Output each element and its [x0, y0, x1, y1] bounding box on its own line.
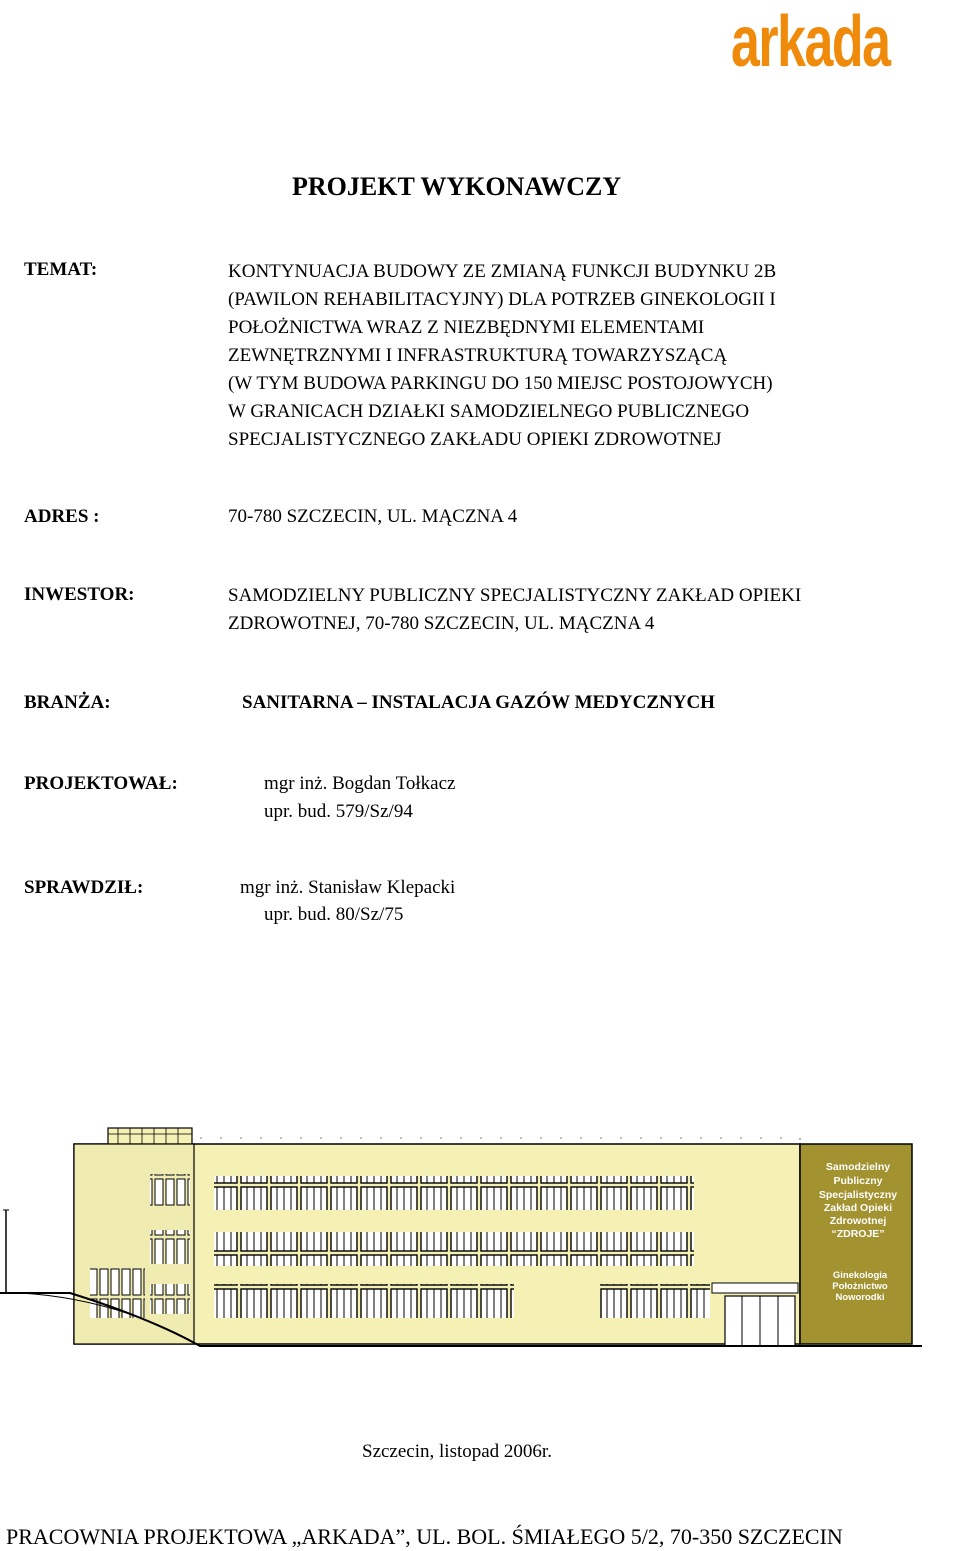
roof-dots-band [200, 1138, 800, 1144]
temat-line: KONTYNUACJA BUDOWY ZE ZMIANĄ FUNKCJI BUDYNKU 2B [228, 261, 777, 282]
temat-value [228, 258, 776, 454]
sign-dept-line: Noworodki [835, 1292, 885, 1303]
temat-label: TEMAT: [24, 259, 98, 280]
projektowal-label: PROJEKTOWAŁ: [24, 773, 178, 794]
sign-dept-line: Położnictwo [832, 1281, 888, 1292]
inwestor-line: ZDROWOTNEJ, 70-780 SZCZECIN, UL. MĄCZNA 4 [228, 613, 655, 634]
footer-address: PRACOWNIA PROJEKTOWA „ARKADA”, UL. BOL. ŚMIAŁEGO 5/2, 70-350 SZCZECIN [6, 1524, 843, 1549]
middle-window-row [214, 1232, 694, 1266]
inwestor-line: SAMODZIELNY PUBLICZNY SPECJALISTYCZNY ZAKŁAD OPIEKI [228, 585, 802, 606]
temat-line: POŁOŻNICTWA WRAZ Z NIEZBĘDNYMI ELEMENTAMI [228, 317, 705, 338]
upper-window-row [214, 1176, 694, 1210]
sprawdzil-name: mgr inż. Stanisław Klepacki [240, 877, 456, 898]
temat-line: (PAWILON REHABILITACYJNY) DLA POTRZEB GINEKOLOGII I [228, 289, 776, 310]
inwestor-label: INWESTOR: [24, 584, 135, 605]
sign-text-line: Publiczny [833, 1175, 883, 1187]
temat-line: ZEWNĘTRZNYMI I INFRASTRUKTURĄ TOWARZYSZĄCĄ [228, 345, 728, 366]
logo-text: arkada [731, 2, 890, 82]
temat-line: SPECJALISTYCZNEGO ZAKŁADU OPIEKI ZDROWOTNEJ [228, 429, 722, 450]
sign-text-line: Zdrowotnej [829, 1215, 887, 1227]
entrance-canopy [712, 1283, 798, 1293]
sign-text-line: “ZDROJE” [831, 1228, 885, 1240]
sign-text-line: Zakład Opieki [823, 1202, 893, 1214]
sprawdzil-license: upr. bud. 80/Sz/75 [264, 904, 404, 925]
stair-tower-windows-1 [150, 1174, 190, 1208]
arkada-logo [725, 0, 915, 96]
lower-window-row-right [600, 1284, 710, 1318]
sign-panel [800, 1144, 912, 1344]
building-elevation-drawing [0, 1118, 960, 1358]
sign-text-line: Specjalistyczny [818, 1189, 898, 1201]
projektowal-license: upr. bud. 579/Sz/94 [264, 801, 413, 822]
sign-text-line: Samodzielny [825, 1161, 891, 1173]
page-title: PROJEKT WYKONAWCZY [292, 172, 622, 201]
branza-value: SANITARNA – INSTALACJA GAZÓW MEDYCZNYCH [242, 692, 715, 713]
temat-line: (W TYM BUDOWA PARKINGU DO 150 MIEJSC POSTOJOWYCH) [228, 373, 773, 394]
temat-line: W GRANICACH DZIAŁKI SAMODZIELNEGO PUBLICZNEGO [228, 401, 750, 422]
stair-tower-windows-2 [150, 1230, 190, 1264]
adres-value: 70-780 SZCZECIN, UL. MĄCZNA 4 [228, 506, 518, 527]
inwestor-value [228, 582, 801, 638]
stair-tower-windows-3 [150, 1284, 190, 1314]
projektowal-value [264, 770, 455, 826]
sprawdzil-label: SPRAWDZIŁ: [24, 877, 144, 898]
place-date: Szczecin, listopad 2006r. [362, 1441, 552, 1462]
lower-window-row-left [214, 1284, 514, 1318]
branza-label: BRANŻA: [24, 692, 111, 713]
sign-dept-line: Ginekologia [832, 1270, 888, 1281]
roof-parapet [108, 1128, 192, 1144]
adres-label: ADRES : [24, 506, 100, 527]
projektowal-name: mgr inż. Bogdan Tołkacz [264, 773, 456, 794]
